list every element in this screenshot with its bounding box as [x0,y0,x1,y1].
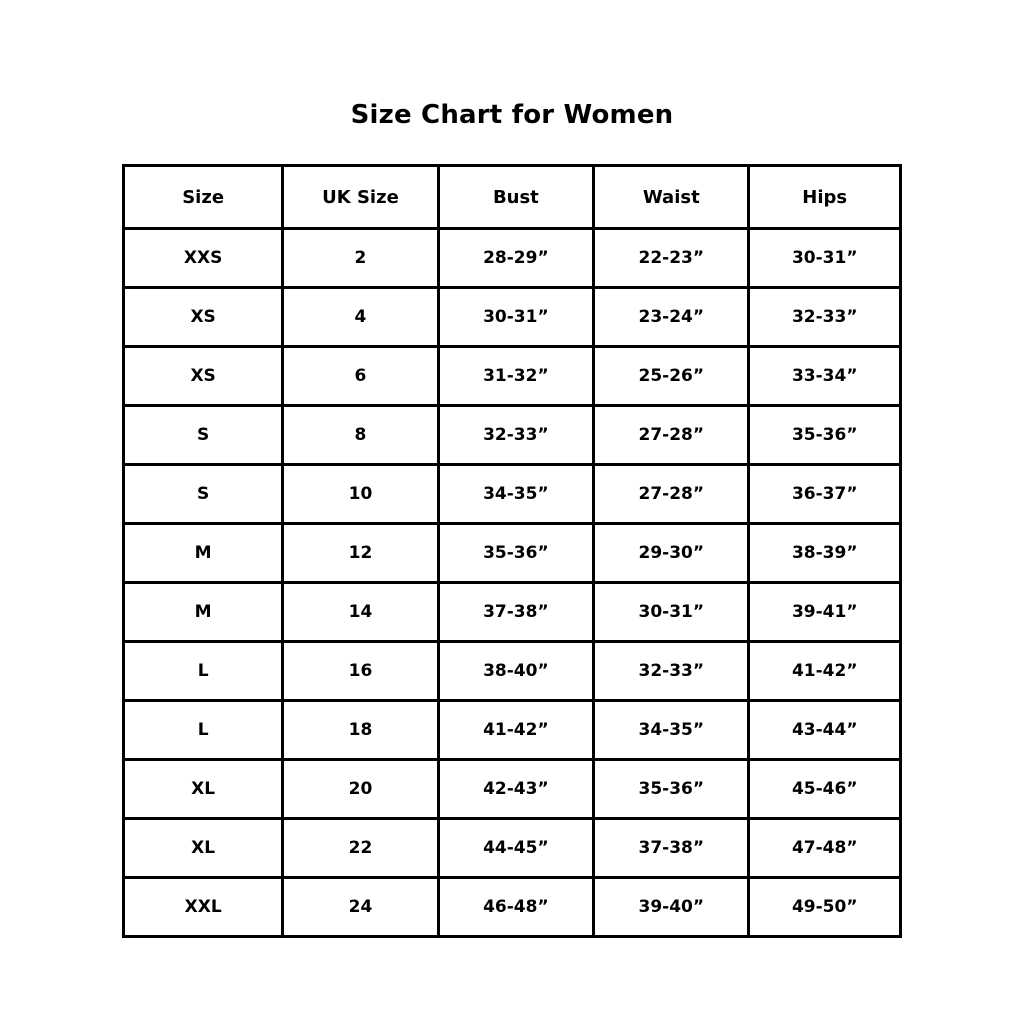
cell-hips: 35-36” [749,406,901,465]
cell-uk: 18 [283,701,438,760]
cell-uk: 24 [283,878,438,937]
cell-hips: 32-33” [749,288,901,347]
cell-size: XS [124,288,283,347]
table-row [124,701,901,760]
cell-uk: 6 [283,347,438,406]
table-row [124,229,901,288]
cell-bust: 46-48” [438,878,593,937]
cell-uk: 10 [283,465,438,524]
cell-size: XXL [124,878,283,937]
table-row [124,406,901,465]
cell-uk: 2 [283,229,438,288]
table-row [124,288,901,347]
cell-hips: 47-48” [749,819,901,878]
table-header-row [124,166,901,229]
cell-hips: 49-50” [749,878,901,937]
cell-size: L [124,642,283,701]
cell-waist: 25-26” [594,347,749,406]
cell-waist: 34-35” [594,701,749,760]
cell-size: L [124,701,283,760]
cell-hips: 30-31” [749,229,901,288]
cell-size: S [124,465,283,524]
cell-hips: 41-42” [749,642,901,701]
table-row [124,642,901,701]
cell-waist: 37-38” [594,819,749,878]
column-header-size: Size [124,166,283,229]
page-title: Size Chart for Women [350,100,674,130]
cell-uk: 20 [283,760,438,819]
column-header-uk-size: UK Size [283,166,438,229]
cell-hips: 43-44” [749,701,901,760]
cell-uk: 14 [283,583,438,642]
table-header [124,166,901,229]
table-body [124,229,901,937]
cell-hips: 33-34” [749,347,901,406]
cell-bust: 42-43” [438,760,593,819]
cell-bust: 32-33” [438,406,593,465]
cell-size: M [124,583,283,642]
cell-bust: 31-32” [438,347,593,406]
cell-hips: 45-46” [749,760,901,819]
cell-bust: 41-42” [438,701,593,760]
cell-hips: 36-37” [749,465,901,524]
cell-size: XL [124,819,283,878]
cell-uk: 8 [283,406,438,465]
cell-waist: 30-31” [594,583,749,642]
size-chart-table [122,164,902,938]
column-header-bust: Bust [438,166,593,229]
table-row [124,465,901,524]
cell-uk: 16 [283,642,438,701]
cell-waist: 32-33” [594,642,749,701]
cell-waist: 27-28” [594,465,749,524]
cell-waist: 35-36” [594,760,749,819]
cell-bust: 34-35” [438,465,593,524]
cell-size: XL [124,760,283,819]
cell-uk: 12 [283,524,438,583]
cell-waist: 27-28” [594,406,749,465]
cell-bust: 30-31” [438,288,593,347]
table-row [124,760,901,819]
cell-waist: 29-30” [594,524,749,583]
cell-hips: 38-39” [749,524,901,583]
column-header-waist: Waist [594,166,749,229]
cell-waist: 23-24” [594,288,749,347]
cell-hips: 39-41” [749,583,901,642]
cell-size: M [124,524,283,583]
table-row [124,819,901,878]
cell-waist: 22-23” [594,229,749,288]
cell-bust: 28-29” [438,229,593,288]
cell-bust: 44-45” [438,819,593,878]
cell-size: S [124,406,283,465]
cell-size: XS [124,347,283,406]
cell-uk: 22 [283,819,438,878]
cell-size: XXS [124,229,283,288]
column-header-hips: Hips [749,166,901,229]
cell-bust: 37-38” [438,583,593,642]
size-chart-table-wrapper [122,164,902,938]
table-row [124,347,901,406]
table-row [124,878,901,937]
cell-bust: 38-40” [438,642,593,701]
table-row [124,583,901,642]
cell-waist: 39-40” [594,878,749,937]
table-row [124,524,901,583]
cell-bust: 35-36” [438,524,593,583]
cell-uk: 4 [283,288,438,347]
